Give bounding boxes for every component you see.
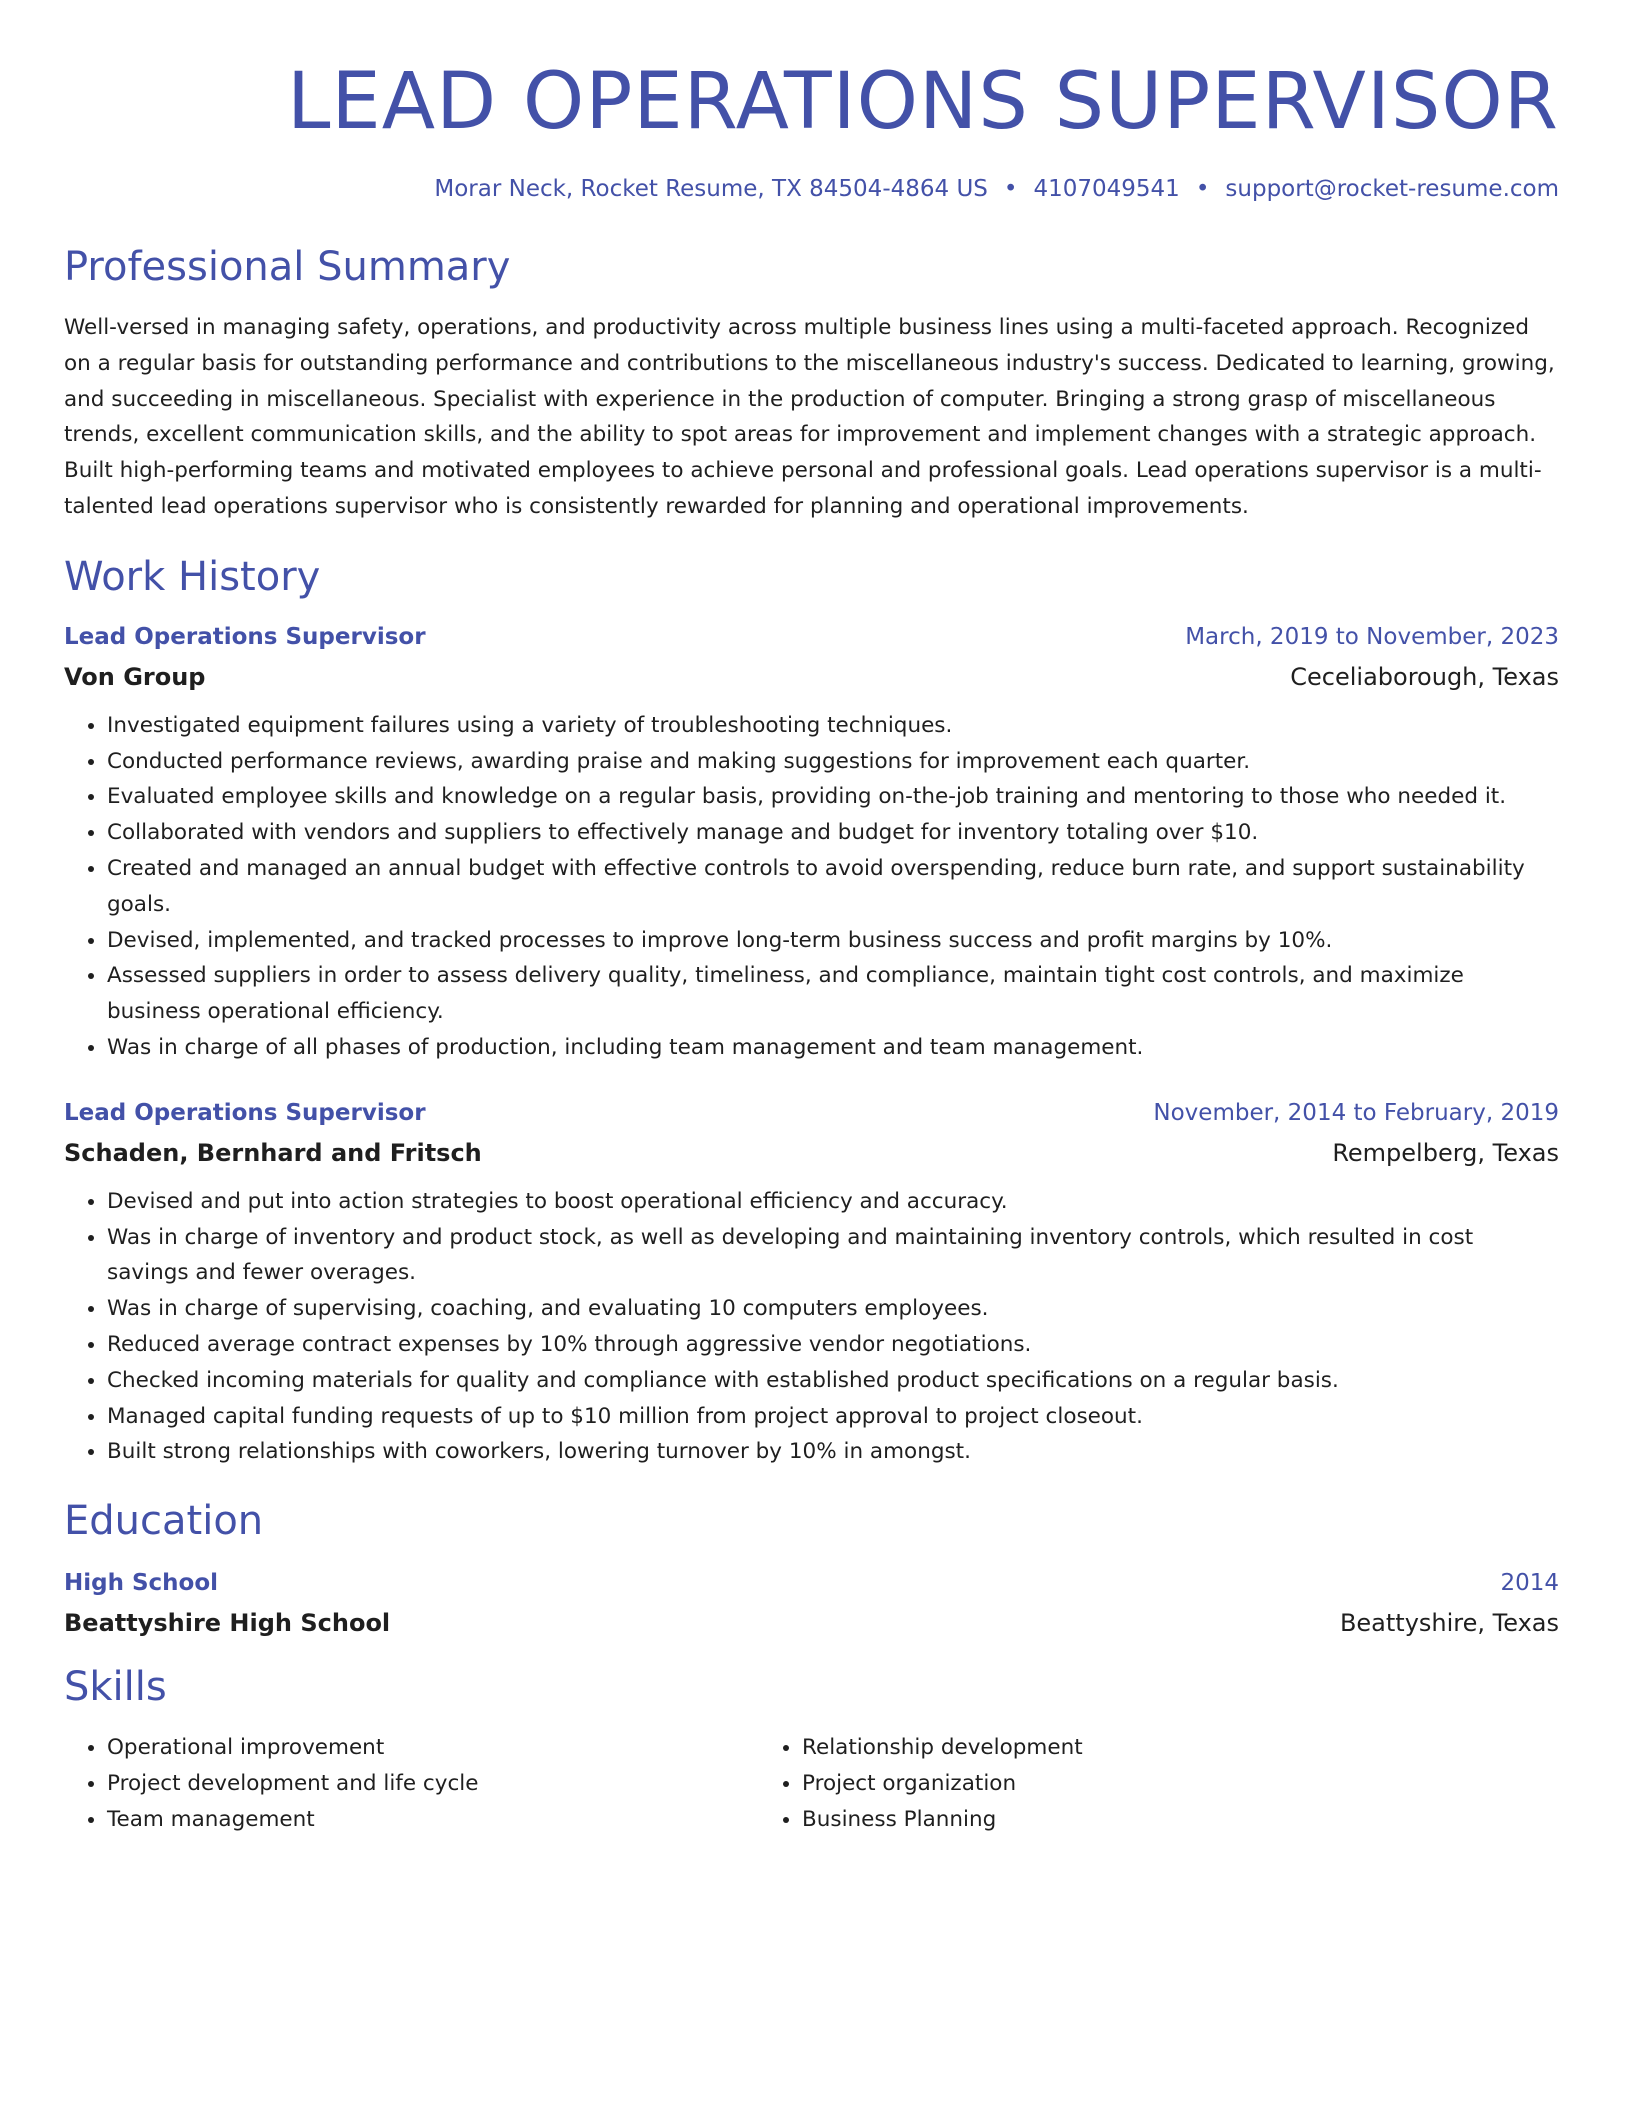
education-subheader xyxy=(64,1608,1559,1638)
section-heading-skills: Skills xyxy=(64,1664,167,1711)
education-header xyxy=(64,1568,1559,1598)
skill-item: • Project organization xyxy=(802,1766,1497,1802)
skills-list-left xyxy=(64,1730,759,1837)
contact-separator: • xyxy=(1003,176,1018,202)
contact-email: support@rocket-resume.com xyxy=(1225,176,1559,202)
job-bullet: • Collaborated with vendors and suppliers to effectively manage and budget for inventory totaling over $10. xyxy=(107,815,1559,851)
job-bullet: • Checked incoming materials for quality and compliance with established product specifications on a regular basis. xyxy=(107,1363,1559,1399)
job-bullet: • Devised and put into action strategies to boost operational efficiency and accuracy. xyxy=(107,1184,1559,1220)
job-company: Von Group xyxy=(64,662,206,691)
job-bullet: • Reduced average contract expenses by 10% through aggressive vendor negotiations. xyxy=(107,1327,1559,1363)
skill-item: • Project development and life cycle xyxy=(107,1766,759,1802)
summary-text: Well-versed in managing safety, operations, and productivity across multiple business lines using a multi-faceted approach. Recognized on a regular basis for outstanding performance and contributions to the miscellaneous industry's success. Dedicated to learning, growing, and succeeding in miscellaneous. Specialist with experience in the production of computer. Bringing a strong grasp of miscellaneous trends, excellent communication skills, and the ability to spot areas for improvement and implement changes with a strategic approach. Built high-performing teams and motivated employees to achieve personal and professional goals. Lead operations supervisor is a multi-talented lead operations supervisor who is consistently rewarded for planning and operational improvements. xyxy=(64,315,1555,519)
job-bullet-list xyxy=(64,1184,1559,1470)
skills-list-right xyxy=(759,1730,1497,1837)
job-bullet: • Was in charge of all phases of production, including team management and team management. xyxy=(107,1030,1559,1066)
job-header xyxy=(64,1098,1559,1128)
job-dates: March, 2019 to November, 2023 xyxy=(1185,623,1559,650)
contact-separator: • xyxy=(1195,176,1210,202)
job-entry xyxy=(64,622,1559,1066)
contact-line xyxy=(64,174,1559,204)
section-heading-work-history: Work History xyxy=(64,553,321,600)
section-heading-summary: Professional Summary xyxy=(64,244,511,290)
skill-item: • Operational improvement xyxy=(107,1730,759,1766)
job-bullet: • Investigated equipment failures using a variety of troubleshooting techniques. xyxy=(107,708,1559,744)
job-subheader xyxy=(64,1138,1559,1168)
job-bullet: • Devised, implemented, and tracked processes to improve long-term business success and profit margins by 10%. xyxy=(107,923,1559,959)
job-bullet: • Evaluated employee skills and knowledge on a regular basis, providing on-the-job training and mentoring to those who needed it. xyxy=(107,779,1559,815)
job-bullet: • Was in charge of inventory and product stock, as well as developing and maintaining inventory controls, which resulted in cost savings and fewer overages. xyxy=(107,1220,1559,1292)
contact-address: Morar Neck, Rocket Resume, TX 84504-4864 US xyxy=(434,176,988,202)
section-heading-education: Education xyxy=(64,1498,264,1545)
job-dates: November, 2014 to February, 2019 xyxy=(1153,1099,1559,1126)
education-school: Beattyshire High School xyxy=(64,1609,391,1638)
job-title: Lead Operations Supervisor xyxy=(64,623,426,650)
contact-phone: 4107049541 xyxy=(1033,176,1180,202)
job-location: Ceceliaborough, Texas xyxy=(1290,662,1559,691)
skill-item: • Team management xyxy=(107,1802,759,1838)
job-bullet: • Was in charge of supervising, coaching, and evaluating 10 computers employees. xyxy=(107,1291,1559,1327)
resume-page xyxy=(64,0,1559,1838)
job-bullet: • Assessed suppliers in order to assess delivery quality, timeliness, and compliance, maintain tight cost controls, and maximize business operational efficiency. xyxy=(107,958,1559,1030)
job-header xyxy=(64,622,1559,652)
job-company: Schaden, Bernhard and Fritsch xyxy=(64,1138,482,1167)
education-location: Beattyshire, Texas xyxy=(1339,1609,1559,1638)
job-location: Rempelberg, Texas xyxy=(1332,1138,1559,1167)
education-entry xyxy=(64,1568,1559,1638)
job-title: Lead Operations Supervisor xyxy=(64,1099,426,1126)
job-bullet-list xyxy=(64,708,1559,1066)
education-year: 2014 xyxy=(1500,1570,1559,1597)
job-subheader xyxy=(64,662,1559,692)
job-bullet: • Created and managed an annual budget with effective controls to avoid overspending, reduce burn rate, and support sustainability goals. xyxy=(107,851,1559,923)
job-bullet: • Managed capital funding requests of up to $10 million from project approval to project closeout. xyxy=(107,1399,1559,1435)
job-bullet: • Conducted performance reviews, awarding praise and making suggestions for improvement each quarter. xyxy=(107,744,1559,780)
skill-item: • Business Planning xyxy=(802,1802,1497,1838)
skill-item: • Relationship development xyxy=(802,1730,1497,1766)
resume-title: LEAD OPERATIONS SUPERVISOR xyxy=(286,57,1559,147)
skills-grid xyxy=(64,1730,1559,1837)
education-degree: High School xyxy=(64,1570,219,1597)
job-entry xyxy=(64,1098,1559,1470)
job-bullet: • Built strong relationships with coworkers, lowering turnover by 10% in amongst. xyxy=(107,1434,1559,1470)
